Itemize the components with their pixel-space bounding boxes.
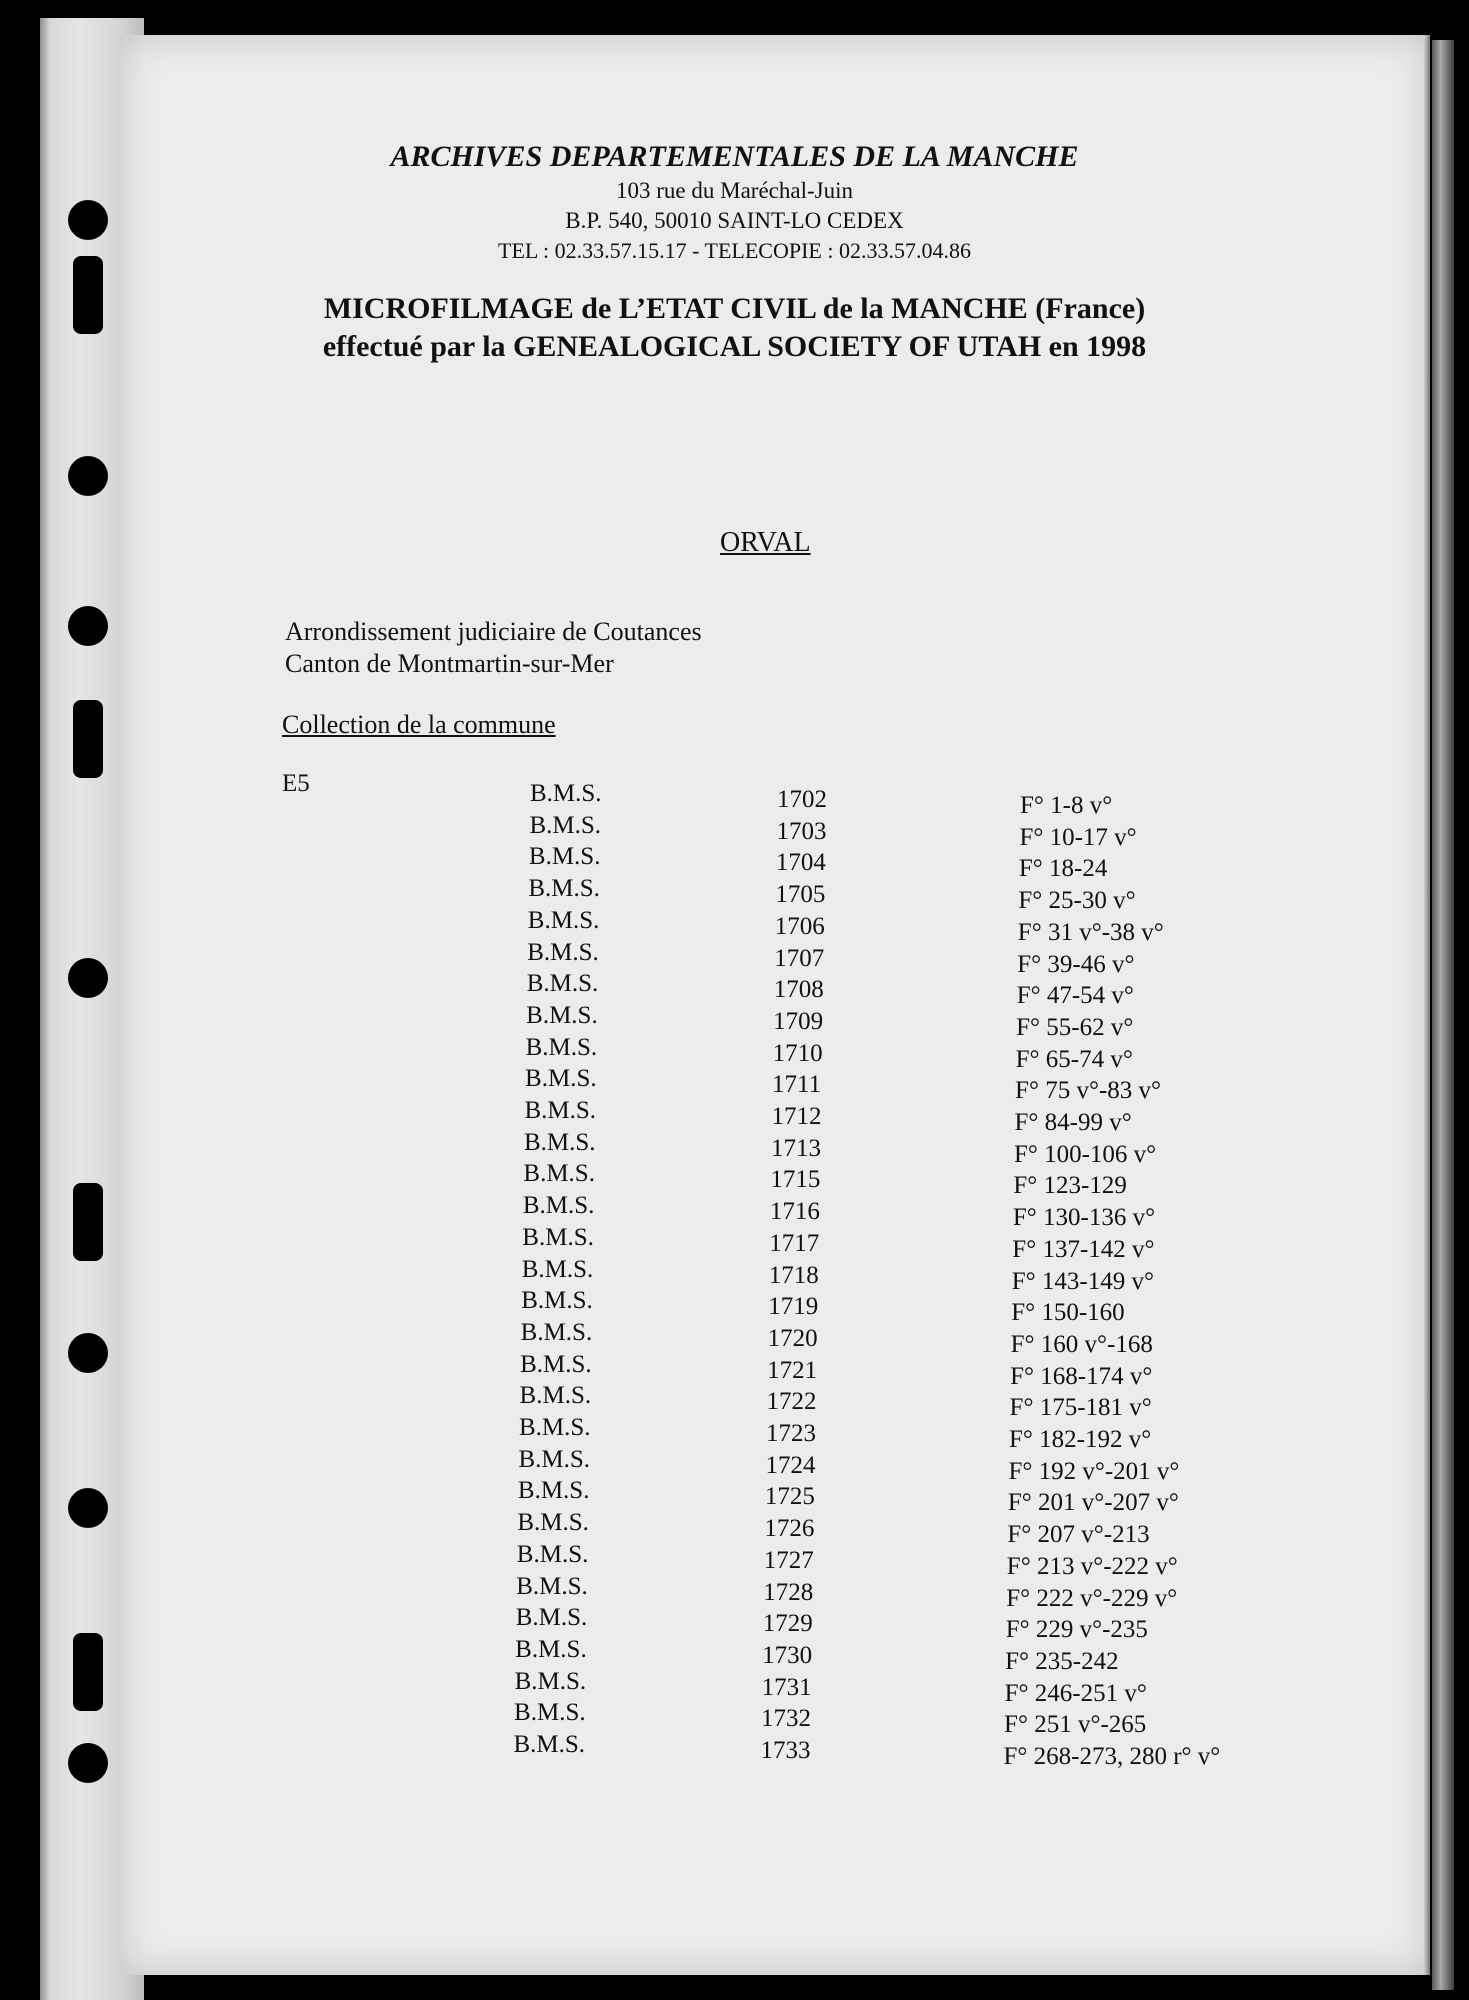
address-line-1: 103 rue du Maréchal-Juin (616, 178, 853, 203)
record-year: 1705 (775, 881, 826, 909)
record-year: 1730 (762, 1641, 813, 1669)
record-type: B.M.S. (521, 1255, 594, 1283)
microfilm-heading-1: MICROFILMAGE de L’ETAT CIVIL de la MANCHE (France) (323, 292, 1146, 325)
record-type: B.M.S. (514, 1667, 587, 1695)
record-year: 1707 (774, 944, 825, 972)
record-type: B.M.S. (515, 1604, 588, 1632)
record-type: B.M.S. (519, 1414, 591, 1441)
record-type: B.M.S. (521, 1287, 593, 1315)
record-folios: F° 25-30 v° (1018, 887, 1136, 915)
record-year: 1716 (769, 1198, 820, 1226)
record-folios: F° 39-46 v° (1017, 950, 1135, 978)
punch-hole (68, 1333, 108, 1373)
record-type: B.M.S. (520, 1350, 592, 1378)
record-year: 1719 (768, 1293, 819, 1321)
punch-hole (68, 1488, 108, 1528)
record-folios: F° 201 v°-207 v° (1007, 1489, 1179, 1517)
record-year: 1733 (760, 1737, 811, 1764)
record-folios: F° 192 v°-201 v° (1008, 1457, 1180, 1485)
record-year: 1725 (764, 1483, 815, 1511)
record-folios: F° 123-129 (1013, 1172, 1127, 1200)
record-year: 1708 (773, 976, 824, 1004)
record-folios: F° 160 v°-168 (1010, 1330, 1153, 1358)
sheet-edge (1424, 35, 1430, 1975)
record-folios: F° 137-142 v° (1012, 1235, 1155, 1263)
record-folios: F° 31 v°-38 v° (1017, 918, 1164, 946)
punch-slot (73, 1633, 103, 1711)
record-year: 1723 (766, 1420, 816, 1447)
record-folios: F° 130-136 v° (1012, 1204, 1156, 1232)
punch-slot (73, 700, 103, 778)
record-year: 1710 (772, 1039, 823, 1067)
record-type: B.M.S. (517, 1477, 590, 1505)
record-type: B.M.S. (530, 780, 602, 807)
record-type: B.M.S. (526, 970, 599, 998)
record-year: 1726 (764, 1515, 815, 1543)
record-year: 1713 (770, 1134, 821, 1162)
record-folios: F° 100-106 v° (1013, 1140, 1157, 1168)
record-folios: F° 251 v°-265 (1004, 1711, 1147, 1739)
record-type: B.M.S. (517, 1509, 589, 1537)
record-type: B.M.S. (523, 1160, 595, 1188)
record-folios: F° 175-181 v° (1009, 1394, 1152, 1422)
record-type: B.M.S. (527, 906, 600, 934)
record-year: 1728 (763, 1578, 814, 1606)
record-folios: F° 75 v°-83 v° (1015, 1077, 1162, 1105)
record-year: 1722 (766, 1388, 817, 1416)
punch-hole (68, 958, 108, 998)
record-type: B.M.S. (522, 1223, 594, 1251)
record-type: B.M.S. (513, 1731, 586, 1758)
record-folios: F° 222 v°-229 v° (1006, 1584, 1178, 1612)
record-year: 1727 (763, 1546, 814, 1574)
record-type: B.M.S. (525, 1033, 598, 1061)
record-year: 1709 (773, 1007, 824, 1035)
record-year: 1732 (761, 1705, 812, 1733)
record-folios: F° 10-17 v° (1019, 823, 1137, 851)
record-year: 1703 (776, 817, 827, 845)
record-type: B.M.S. (515, 1635, 587, 1663)
record-type: B.M.S. (528, 843, 601, 871)
record-type: B.M.S. (525, 1065, 597, 1093)
record-year: 1729 (762, 1610, 813, 1638)
record-folios: F° 47-54 v° (1016, 982, 1134, 1010)
record-folios: F° 246-251 v° (1004, 1679, 1147, 1707)
record-type: B.M.S. (516, 1572, 588, 1600)
record-type: B.M.S. (516, 1540, 589, 1568)
record-folios: F° 143-149 v° (1011, 1267, 1154, 1295)
record-folios: F° 207 v°-213 (1007, 1521, 1150, 1549)
address-line-2: B.P. 540, 50010 SAINT-LO CEDEX (565, 208, 904, 233)
record-type: B.M.S. (514, 1699, 586, 1727)
record-folios: F° 84-99 v° (1014, 1109, 1132, 1136)
commune-name: ORVAL (720, 527, 811, 558)
record-folios: F° 150-160 (1011, 1299, 1125, 1327)
record-type: B.M.S. (526, 1001, 598, 1029)
record-year: 1717 (769, 1229, 820, 1257)
punch-hole (68, 1743, 108, 1783)
record-folios: F° 18-24 (1018, 855, 1108, 883)
punch-slot (73, 1183, 103, 1261)
record-type: B.M.S. (522, 1192, 595, 1220)
record-year: 1702 (777, 786, 827, 813)
record-type: B.M.S. (523, 1128, 596, 1156)
record-year: 1731 (761, 1673, 812, 1701)
punch-hole (68, 456, 108, 496)
record-type: B.M.S. (520, 1318, 593, 1346)
record-folios: F° 213 v°-222 v° (1006, 1552, 1178, 1580)
collection-label: Collection de la commune (282, 710, 556, 739)
record-folios: F° 55-62 v° (1016, 1013, 1134, 1041)
record-type: B.M.S. (518, 1445, 590, 1473)
record-year: 1724 (765, 1451, 816, 1479)
record-year: 1704 (775, 849, 826, 877)
record-folios: F° 65-74 v° (1015, 1045, 1133, 1073)
record-folios: F° 168-174 v° (1010, 1362, 1153, 1390)
archive-title: ARCHIVES DEPARTEMENTALES DE LA MANCHE (390, 140, 1079, 173)
record-folios: F° 229 v°-235 (1005, 1616, 1148, 1644)
record-type: B.M.S. (529, 811, 601, 839)
record-type: B.M.S. (528, 875, 600, 903)
telephone-line: TEL : 02.33.57.15.17 - TELECOPIE : 02.33.57.04.86 (498, 238, 971, 263)
record-year: 1715 (770, 1166, 821, 1194)
record-year: 1721 (767, 1356, 818, 1384)
record-year: 1718 (768, 1261, 819, 1289)
record-year: 1711 (772, 1071, 822, 1099)
microfilm-heading-2: effectué par la GENEALOGICAL SOCIETY OF UTAH en 1998 (322, 330, 1147, 363)
record-folios: F° 182-192 v° (1009, 1426, 1152, 1453)
record-folios: F° 235-242 (1005, 1647, 1119, 1675)
archive-cote: E5 (282, 770, 310, 797)
record-type: B.M.S. (527, 938, 599, 966)
record-type: B.M.S. (519, 1382, 592, 1410)
record-type: B.M.S. (524, 1097, 597, 1124)
arrondissement: Arrondissement judiciaire de Coutances (285, 617, 702, 646)
canton: Canton de Montmartin-sur-Mer (285, 649, 614, 678)
record-year: 1720 (767, 1324, 818, 1352)
record-year: 1706 (774, 912, 825, 940)
record-folios: F° 268-273, 280 r° v° (1003, 1743, 1221, 1770)
record-folios: F° 1-8 v° (1020, 792, 1113, 819)
punch-hole (68, 606, 108, 646)
record-year: 1712 (771, 1103, 822, 1130)
